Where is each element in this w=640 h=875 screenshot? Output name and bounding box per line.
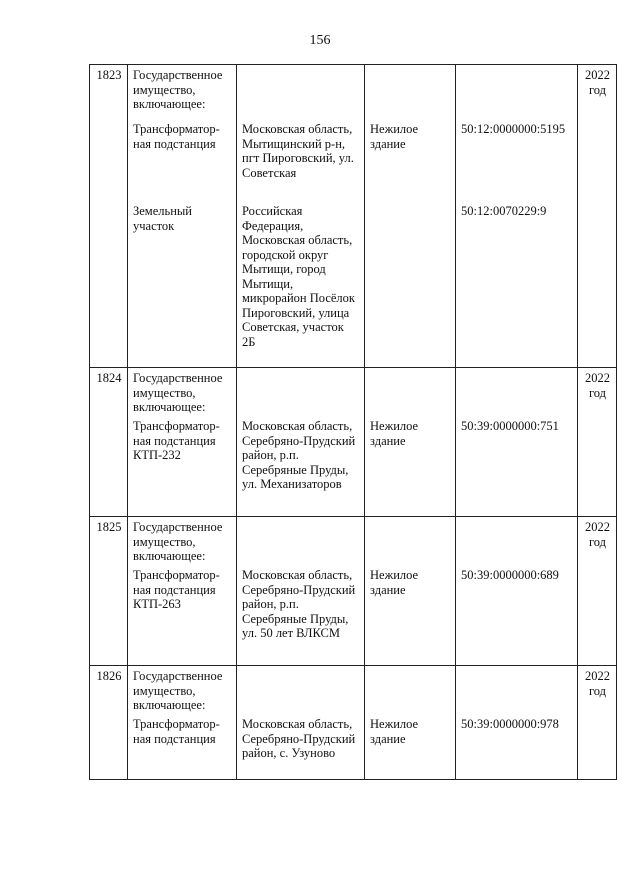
table-row xyxy=(90,666,617,780)
object-name: Трансформатор-ная подстанция КТП-263 xyxy=(133,568,220,611)
year-cell: 2022 год xyxy=(578,666,617,780)
object-name: Земельный участок xyxy=(133,204,192,233)
object-type: Нежилое здание xyxy=(370,568,419,597)
cadastral-cell xyxy=(456,368,578,517)
cadastral-cell xyxy=(456,65,578,368)
object-address: Московская область, Серебряно-Прудский район, с. Узуново xyxy=(242,717,356,760)
type-cell xyxy=(365,666,456,780)
object-address: Московская область, Серебряно-Прудский район, р.п. Серебряные Пруды, ул. Механизаторов xyxy=(242,419,356,491)
table-row xyxy=(90,65,617,368)
cadastral-cell xyxy=(456,666,578,780)
object-type: Нежилое здание xyxy=(370,419,419,448)
object-address: Московская область, Мытищинский р-н, пгт Пироговский, ул. Советская xyxy=(242,122,354,180)
cadastral-number: 50:39:0000000:751 xyxy=(461,419,559,433)
name-cell xyxy=(128,368,237,517)
object-address: Российская Федерация, Московская область, городской округ Мытищи, город Мытищи, микрорайон Посёлок Пироговский, улица Советская, участок 2Б xyxy=(242,204,355,349)
object-type: Нежилое здание xyxy=(370,717,419,746)
address-cell xyxy=(237,65,365,368)
address-cell xyxy=(237,666,365,780)
object-name: Трансформатор-ная подстанция xyxy=(133,122,220,151)
cadastral-number: 50:12:0070229:9 xyxy=(461,204,547,218)
cadastral-number: 50:39:0000000:978 xyxy=(461,717,559,731)
group-label: Государственное имущество, включающее: xyxy=(133,520,223,563)
row-number: 1824 xyxy=(90,368,128,517)
type-cell xyxy=(365,65,456,368)
type-cell xyxy=(365,368,456,517)
table-row xyxy=(90,368,617,517)
row-number: 1825 xyxy=(90,517,128,666)
row-number: 1823 xyxy=(90,65,128,368)
object-address: Московская область, Серебряно-Прудский район, р.п. Серебряные Пруды, ул. 50 лет ВЛКСМ xyxy=(242,568,356,640)
table-row xyxy=(90,517,617,666)
name-cell xyxy=(128,666,237,780)
group-label: Государственное имущество, включающее: xyxy=(133,669,223,712)
object-name: Трансформатор-ная подстанция КТП-232 xyxy=(133,419,220,462)
address-cell xyxy=(237,368,365,517)
year-cell: 2022 год xyxy=(578,368,617,517)
type-cell xyxy=(365,517,456,666)
page-number: 156 xyxy=(309,33,331,48)
name-cell xyxy=(128,65,237,368)
property-registry-table xyxy=(89,64,617,780)
address-cell xyxy=(237,517,365,666)
name-cell xyxy=(128,517,237,666)
cadastral-number: 50:12:0000000:5195 xyxy=(461,122,566,136)
cadastral-number: 50:39:0000000:689 xyxy=(461,568,559,582)
group-label: Государственное имущество, включающее: xyxy=(133,68,223,111)
group-label: Государственное имущество, включающее: xyxy=(133,371,223,414)
row-number: 1826 xyxy=(90,666,128,780)
cadastral-cell xyxy=(456,517,578,666)
object-type: Нежилое здание xyxy=(370,122,419,151)
year-cell: 2022 год xyxy=(578,65,617,368)
object-name: Трансформатор-ная подстанция xyxy=(133,717,220,746)
year-cell: 2022 год xyxy=(578,517,617,666)
